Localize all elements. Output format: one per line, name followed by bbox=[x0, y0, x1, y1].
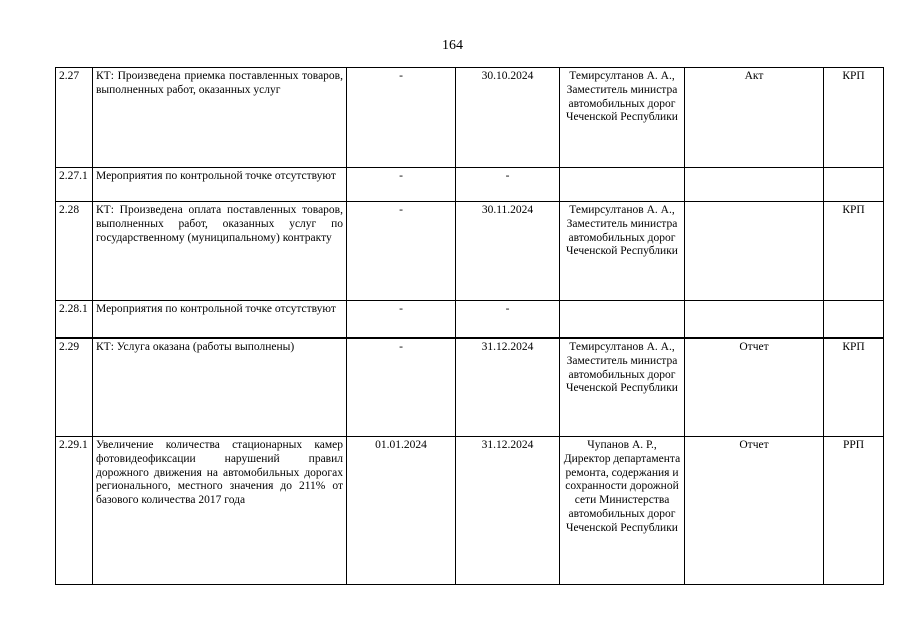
row-level bbox=[824, 168, 884, 202]
row-responsible bbox=[560, 168, 685, 202]
row-level: РРП bbox=[824, 437, 884, 585]
row-end-date: 31.12.2024 bbox=[456, 338, 560, 437]
row-start-date: - bbox=[347, 301, 456, 339]
row-document bbox=[685, 168, 824, 202]
plan-table bbox=[55, 67, 884, 585]
row-end-date: 30.10.2024 bbox=[456, 68, 560, 168]
row-end-date: 30.11.2024 bbox=[456, 202, 560, 301]
row-description: КТ: Произведена оплата поставленных товаров, выполненных работ, оказанных услуг по государственному (муниципальному) контракту bbox=[93, 202, 347, 301]
row-number: 2.28 bbox=[56, 202, 93, 301]
row-document bbox=[685, 202, 824, 301]
row-number: 2.28.1 bbox=[56, 301, 93, 339]
table-row bbox=[56, 202, 884, 301]
row-description: Мероприятия по контрольной точке отсутствуют bbox=[93, 301, 347, 339]
row-number: 2.27 bbox=[56, 68, 93, 168]
row-document: Отчет bbox=[685, 338, 824, 437]
row-responsible: Темирсултанов А. А., Заместитель министра автомобильных дорог Чеченской Республики bbox=[560, 68, 685, 168]
row-level: КРП bbox=[824, 202, 884, 301]
row-number: 2.27.1 bbox=[56, 168, 93, 202]
row-start-date: - bbox=[347, 168, 456, 202]
row-level: КРП bbox=[824, 338, 884, 437]
row-end-date: 31.12.2024 bbox=[456, 437, 560, 585]
table-row bbox=[56, 338, 884, 437]
row-level bbox=[824, 301, 884, 339]
row-document: Отчет bbox=[685, 437, 824, 585]
row-level: КРП bbox=[824, 68, 884, 168]
table-row bbox=[56, 301, 884, 339]
row-responsible: Темирсултанов А. А., Заместитель министра автомобильных дорог Чеченской Республики bbox=[560, 202, 685, 301]
row-responsible: Чупанов А. Р., Директор департамента ремонта, содержания и сохранности дорожной сети Министерства автомобильных дорог Чеченской Республики bbox=[560, 437, 685, 585]
row-description: КТ: Услуга оказана (работы выполнены) bbox=[93, 338, 347, 437]
row-document: Акт bbox=[685, 68, 824, 168]
row-responsible bbox=[560, 301, 685, 339]
row-number: 2.29.1 bbox=[56, 437, 93, 585]
row-description: КТ: Произведена приемка поставленных товаров, выполненных работ, оказанных услуг bbox=[93, 68, 347, 168]
row-document bbox=[685, 301, 824, 339]
row-number: 2.29 bbox=[56, 338, 93, 437]
table-row bbox=[56, 437, 884, 585]
row-responsible: Темирсултанов А. А., Заместитель министра автомобильных дорог Чеченской Республики bbox=[560, 338, 685, 437]
table-row bbox=[56, 168, 884, 202]
row-start-date: - bbox=[347, 68, 456, 168]
row-description: Увеличение количества стационарных камер фотовидеофиксации нарушений правил дорожного движения на автомобильных дорогах регионального, местного значения до 211% от базового количества 2017 года bbox=[93, 437, 347, 585]
row-end-date: - bbox=[456, 301, 560, 339]
table-row bbox=[56, 68, 884, 168]
row-start-date: - bbox=[347, 202, 456, 301]
row-start-date: - bbox=[347, 338, 456, 437]
page-number: 164 bbox=[442, 38, 463, 53]
row-start-date: 01.01.2024 bbox=[347, 437, 456, 585]
row-description: Мероприятия по контрольной точке отсутствуют bbox=[93, 168, 347, 202]
row-end-date: - bbox=[456, 168, 560, 202]
